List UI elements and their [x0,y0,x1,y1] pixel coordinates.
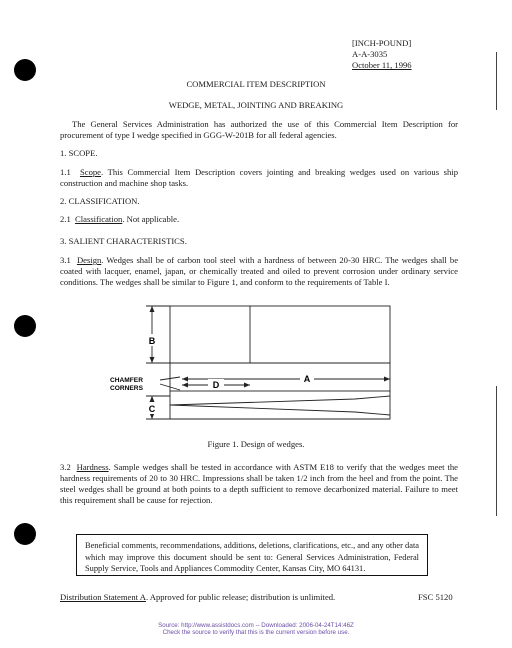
intro-paragraph: The General Services Administration has authorized the use of this Commercial Item Description for procurement of type I wedge specified in GGG-W-201B for all federal agencies. [60,119,458,140]
figure-caption: Figure 1. Design of wedges. [207,439,305,449]
binder-hole-middle [14,315,36,337]
source-line: Source: http://www.assistdocs.com -- Downloaded: 2006-04-24T14:46Z [158,622,354,629]
document-date: October 11, 1996 [352,60,412,70]
chamfer-label-line1: CHAMFER [110,377,143,384]
paragraph-scope: 1.1 Scope. This Commercial Item Description covers jointing and breaking wedges used on various ship construction and machine shop tasks. [60,167,458,188]
spec-type: [INCH-POUND] [352,38,412,48]
document-number: A-A-3035 [352,49,388,59]
comments-box: Beneficial comments, recommendations, additions, deletions, clarifications, etc., and any other data which may improve this document should be sent to: General Services Administration, Federal Supply Service, Tools and Appliances Commodity Center, Kansas City, MO 64131. [76,534,428,576]
section-heading-classification: 2. CLASSIFICATION. [60,196,140,206]
paragraph-design: 3.1 Design. Wedges shall be of carbon tool steel with a hardness of between 20-30 HRC. The wedges shall be coated with lacquer, enamel, japan, or chemically treated and oiled to prevent corrosion under ordinary service conditions. The wedges shall be similar to Figure 1, and conform to the requirements of Table I. [60,255,459,287]
paragraph-classification: 2.1 Classification. Not applicable. [60,214,180,224]
section-heading-salient-characteristics: 3. SALIENT CHARACTERISTICS. [60,236,187,246]
binder-hole-bottom [14,523,36,545]
paragraph-hardness: 3.2 Hardness. Sample wedges shall be tested in accordance with ASTM E18 to verify that the wedges meet the hardness requirements of 20 to 30 HRC. Impressions shall be taken 1/2 inch from the heel and from the point. The steel wedges shall be ground at both points to a depth sufficient to remove decarbonized material. Failure to meet this requirement shall be cause for rejection. [60,462,458,505]
document-title: COMMERCIAL ITEM DESCRIPTION [186,79,326,89]
wedge-top-view [170,306,390,363]
dimension-label-c: C [148,404,156,414]
dimension-label-b: B [148,336,156,346]
fsc-code: FSC 5120 [418,592,453,602]
wedge-side-heel [170,363,390,391]
dimension-label-a: A [303,374,311,384]
source-note: Check the source to verify that this is the current version before use. [162,629,350,636]
binder-hole-top [14,59,36,81]
document-subtitle: WEDGE, METAL, JOINTING AND BREAKING [168,100,344,110]
wedge-figure [110,300,410,435]
section-heading-scope: 1. SCOPE. [60,148,98,158]
scan-mark [496,386,497,516]
dimension-label-d: D [212,380,220,390]
chamfer-label-line2: CORNERS [110,385,143,392]
distribution-statement: Distribution Statement A. Approved for public release; distribution is unlimited. [60,592,336,602]
